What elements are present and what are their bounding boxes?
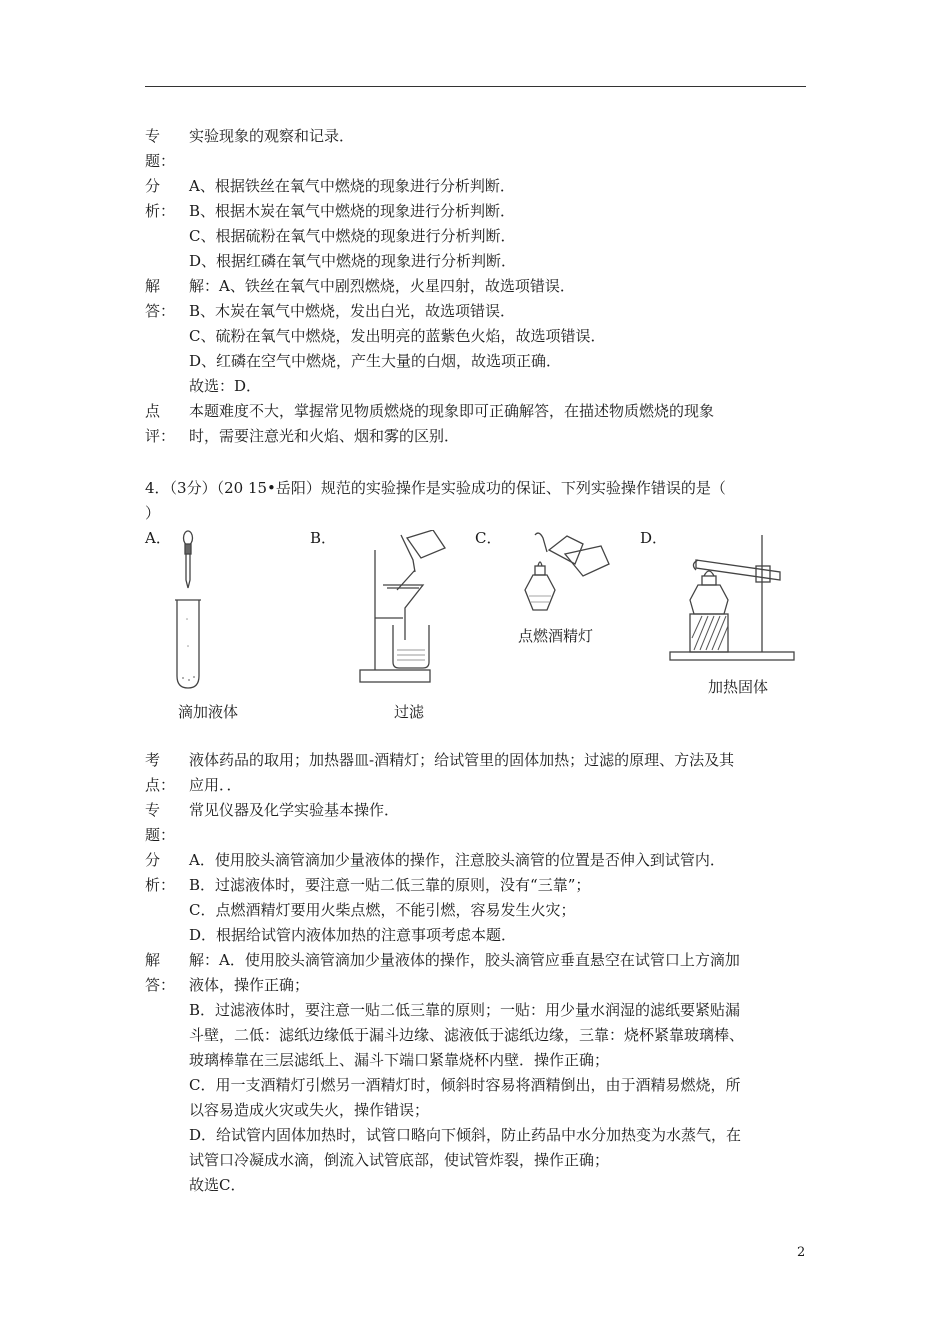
prev-comment-label-2: 评： [145, 427, 176, 445]
prev-answer-row [145, 274, 815, 399]
option-c-letter: C． [475, 529, 502, 547]
analysis-line: B．过滤液体时，要注意一贴二低三靠的原则，没有“三靠”； [189, 876, 591, 894]
question-stem-line-1: 4．（3分）（20 15•岳阳）规范的实验操作是实验成功的保证、下列实验操作错误的是（ [145, 479, 726, 497]
prev-analysis-label-2: 析： [145, 202, 176, 220]
kaodian-line: 应用．． [189, 776, 242, 794]
prev-comment-line: 本题难度不大，掌握常见物质燃烧的现象即可正确解答，在描述物质燃烧的现象 [189, 402, 715, 420]
heating-solid-figure [668, 530, 808, 670]
answer-line: D．给试管内固体加热时，试管口略向下倾斜，防止药品中水分加热变为水蒸气，在 [189, 1126, 742, 1144]
page-number: 2 [797, 1245, 806, 1260]
option-a-caption: 滴加液体 [178, 703, 239, 721]
prev-analysis-line: A、根据铁丝在氧气中燃烧的现象进行分析判断． [189, 177, 515, 195]
analysis-line: D．根据给试管内液体加热的注意事项考虑本题． [189, 926, 517, 944]
prev-answer-line: B、木炭在氧气中燃烧，发出白光，故选项错误． [189, 302, 516, 320]
kaodian-label-1: 考 [145, 751, 161, 769]
analysis-line: C．点燃酒精灯要用火柴点燃，不能引燃，容易发生火灾； [189, 901, 576, 919]
prev-answer-line: 解：A、铁丝在氧气中剧烈燃烧，火星四射，故选项错误． [189, 277, 575, 295]
prev-topic-label-1: 专 [145, 127, 161, 145]
dropper-test-tube-figure [165, 528, 215, 693]
header-rule [145, 86, 806, 87]
prev-answer-label-2: 答： [145, 302, 176, 320]
answer-row [145, 948, 815, 1198]
prev-analysis-line: B、根据木炭在氧气中燃烧的现象进行分析判断． [189, 202, 516, 220]
prev-solution-block [145, 124, 815, 449]
prev-analysis-label-1: 分 [145, 177, 161, 195]
analysis-line: A．使用胶头滴管滴加少量液体的操作，注意胶头滴管的位置是否伸入到试管内． [189, 851, 725, 869]
prev-comment-line: 时，需要注意光和火焰、烟和雾的区别． [189, 427, 460, 445]
prev-topic-label-2: 题： [145, 152, 176, 170]
prev-answer-line: D、红磷在空气中燃烧，产生大量的白烟，故选项正确． [189, 352, 562, 370]
option-d-letter: D． [640, 529, 668, 547]
answer-label-1: 解 [145, 951, 161, 969]
answer-line: 故选C． [189, 1176, 246, 1194]
question-stem-line-2: ） [145, 504, 161, 522]
option-b-letter: B． [310, 529, 337, 547]
answer-line: C．用一支酒精灯引燃另一酒精灯时，倾斜时容易将酒精倒出，由于酒精易燃烧，所 [189, 1076, 741, 1094]
lighting-alcohol-lamp-figure [505, 530, 615, 625]
answer-line: 玻璃棒靠在三层滤纸上、漏斗下端口紧靠烧杯内壁．操作正确； [189, 1051, 610, 1069]
topic-label-1: 专 [145, 801, 161, 819]
topic-row [145, 798, 815, 848]
kaodian-label-2: 点： [145, 776, 176, 794]
answer-line: 试管口冷凝成水滴，倒流入试管底部，使试管炸裂，操作正确； [189, 1151, 610, 1169]
topic-text: 常见仪器及化学实验基本操作． [189, 801, 400, 819]
solution-block [145, 748, 815, 1198]
prev-comment-row [145, 399, 815, 449]
analysis-label-1: 分 [145, 851, 161, 869]
topic-label-2: 题： [145, 826, 176, 844]
prev-analysis-row [145, 174, 815, 274]
prev-answer-line: 故选：D． [189, 377, 262, 395]
option-a-letter: A． [145, 529, 171, 547]
option-c-caption: 点燃酒精灯 [518, 627, 594, 645]
analysis-row [145, 848, 815, 948]
prev-topic-text: 实验现象的观察和记录． [189, 127, 355, 145]
answer-label-2: 答： [145, 976, 176, 994]
prev-answer-line: C、硫粉在氧气中燃烧，发出明亮的蓝紫色火焰，故选项错误． [189, 327, 606, 345]
prev-answer-label-1: 解 [145, 277, 161, 295]
option-b-caption: 过滤 [394, 703, 425, 721]
prev-comment-label-1: 点 [145, 402, 161, 420]
analysis-label-2: 析： [145, 876, 176, 894]
filtration-figure [355, 530, 465, 690]
kaodian-row [145, 748, 815, 798]
kaodian-line: 液体药品的取用；加热器皿-酒精灯；给试管里的固体加热；过滤的原理、方法及其 [189, 751, 735, 769]
prev-analysis-line: C、根据硫粉在氧气中燃烧的现象进行分析判断． [189, 227, 516, 245]
answer-line: 斗壁，二低：滤纸边缘低于漏斗边缘、滤液低于滤纸边缘，三靠：烧杯紧靠玻璃棒、 [189, 1026, 745, 1044]
option-d-caption: 加热固体 [708, 678, 769, 696]
prev-analysis-line: D、根据红磷在氧气中燃烧的现象进行分析判断． [189, 252, 517, 270]
answer-line: 液体，操作正确； [189, 976, 310, 994]
prev-topic-row [145, 124, 815, 174]
answer-line: B．过滤液体时，要注意一贴二低三靠的原则；一贴：用少量水润湿的滤纸要紧贴漏 [189, 1001, 741, 1019]
answer-line: 以容易造成火灾或失火，操作错误； [189, 1101, 430, 1119]
answer-line: 解：A．使用胶头滴管滴加少量液体的操作，胶头滴管应垂直悬空在试管口上方滴加 [189, 951, 740, 969]
